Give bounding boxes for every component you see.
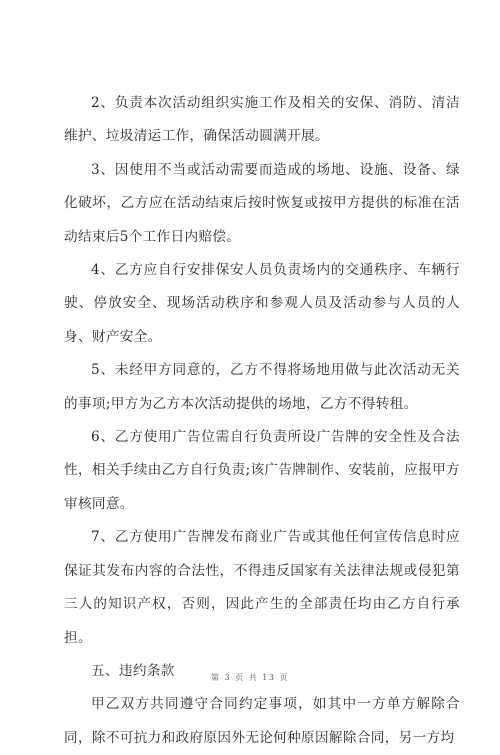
paragraph-clause-7: 7、乙方使用广告牌发布商业广告或其他任何宣传信息时应保证其发布内容的合法性，不得违反国家有关法律法规或侵犯第三人的知识产权，否则，因此产生的全部责任均由乙方自行承担。 [64,529,460,646]
page-number-footer: 第 3 页 共 13 页 [211,673,289,682]
paragraph-clause-2: 2、负责本次活动组织实施工作及相关的安保、消防、清洁维护、垃圾清运工作，确保活动圆满开展。 [64,95,460,145]
document-body [64,87,460,755]
paragraph-clause-4: 4、乙方应自行安排保安人员负责场内的交通秩序、车辆行驶、停放安全、现场活动秩序和参观人员及活动参与人员的人身、财产安全。 [64,262,460,345]
paragraph-clause-5: 5、未经甲方同意的，乙方不得将场地用做与此次活动无关的事项;甲方为乙方本次活动提供的场地，乙方不得转租。 [64,362,460,412]
paragraph-breach-intro: 甲乙双方共同遵守合同约定事项，如其中一方单方解除合同，除不可抗力和政府原因外无论何种原因解除合同，另一方均 [64,696,460,746]
section-heading-breach: 五、违约条款 [91,662,175,679]
paragraph-clause-3: 3、因使用不当或活动需要而造成的场地、设施、设备、绿化破坏，乙方应在活动结束后按时恢复或按甲方提供的标准在活动结束后5个工作日内赔偿。 [64,161,460,245]
paragraph-clause-6: 6、乙方使用广告位需自行负责所设广告牌的安全性及合法性，相关手续由乙方自行负责;该广告牌制作、安装前，应报甲方审核同意。 [64,429,460,512]
